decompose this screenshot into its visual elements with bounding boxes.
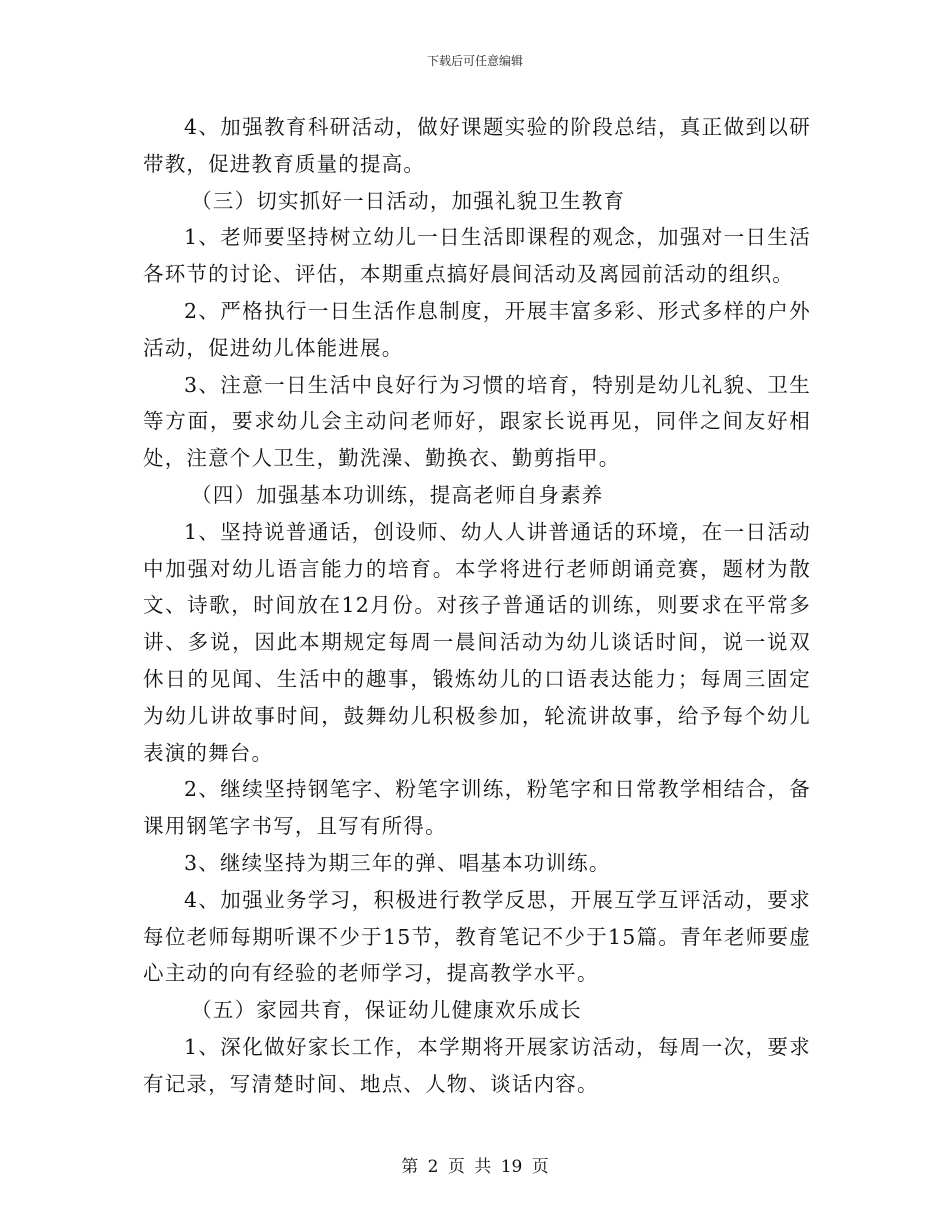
section-heading: （三）切实抓好一日活动，加强礼貌卫生教育 xyxy=(191,188,626,213)
paragraph: 2、继续坚持钢笔字、粉笔字训练，粉笔字和日常教学相结合，备课用钢笔字书写，且写有所得。 xyxy=(143,777,811,839)
document-body xyxy=(143,109,811,1103)
paragraph: 1、老师要坚持树立幼儿一日生活即课程的观念，加强对一日生活各环节的讨论、评估，本期重点搞好晨间活动及离园前活动的组织。 xyxy=(143,225,811,287)
paragraph: 3、继续坚持为期三年的弹、唱基本功训练。 xyxy=(184,850,611,875)
page-footer: 第 2 页 共 19 页 xyxy=(401,1157,549,1177)
paragraph: 4、加强业务学习，积极进行教学反思，开展互学互评活动，要求每位老师每期听课不少于15节，教育笔记不少于15篇。青年老师要虚心主动的向有经验的老师学习，提高教学水平。 xyxy=(143,887,811,986)
section-heading: （四）加强基本功训练，提高老师自身素养 xyxy=(191,482,604,507)
page-header: 下载后可任意编辑 xyxy=(426,54,523,68)
paragraph: 3、注意一日生活中良好行为习惯的培育，特别是幼儿礼貌、卫生等方面，要求幼儿会主动问老师好，跟家长说再见，同伴之间友好相处，注意个人卫生，勤洗澡、勤换衣、勤剪指甲。 xyxy=(143,372,811,471)
paragraph: 1、坚持说普通话，创设师、幼人人讲普通话的环境，在一日活动中加强对幼儿语言能力的培育。本学将进行老师朗诵竞赛，题材为散文、诗歌，时间放在12月份。对孩子普通话的训练，则要求在平常多讲、多说，因此本期规定每周一晨间活动为幼儿谈话时间，说一说双休日的见闻、生活中的趣事，锻炼幼儿的口语表达能力；每周三固定为幼儿讲故事时间，鼓舞幼儿积极参加，轮流讲故事，给予每个幼儿表演的舞台。 xyxy=(143,519,811,765)
paragraph: 1、深化做好家长工作，本学期将开展家访活动，每周一次，要求有记录，写清楚时间、地点、人物、谈话内容。 xyxy=(143,1034,811,1096)
paragraph: 4、加强教育科研活动，做好课题实验的阶段总结，真正做到以研带教，促进教育质量的提高。 xyxy=(143,115,811,176)
paragraph: 2、严格执行一日生活作息制度，开展丰富多彩、形式多样的户外活动，促进幼儿体能进展。 xyxy=(143,298,811,360)
section-heading: （五）家园共育，保证幼儿健康欢乐成长 xyxy=(191,998,582,1023)
